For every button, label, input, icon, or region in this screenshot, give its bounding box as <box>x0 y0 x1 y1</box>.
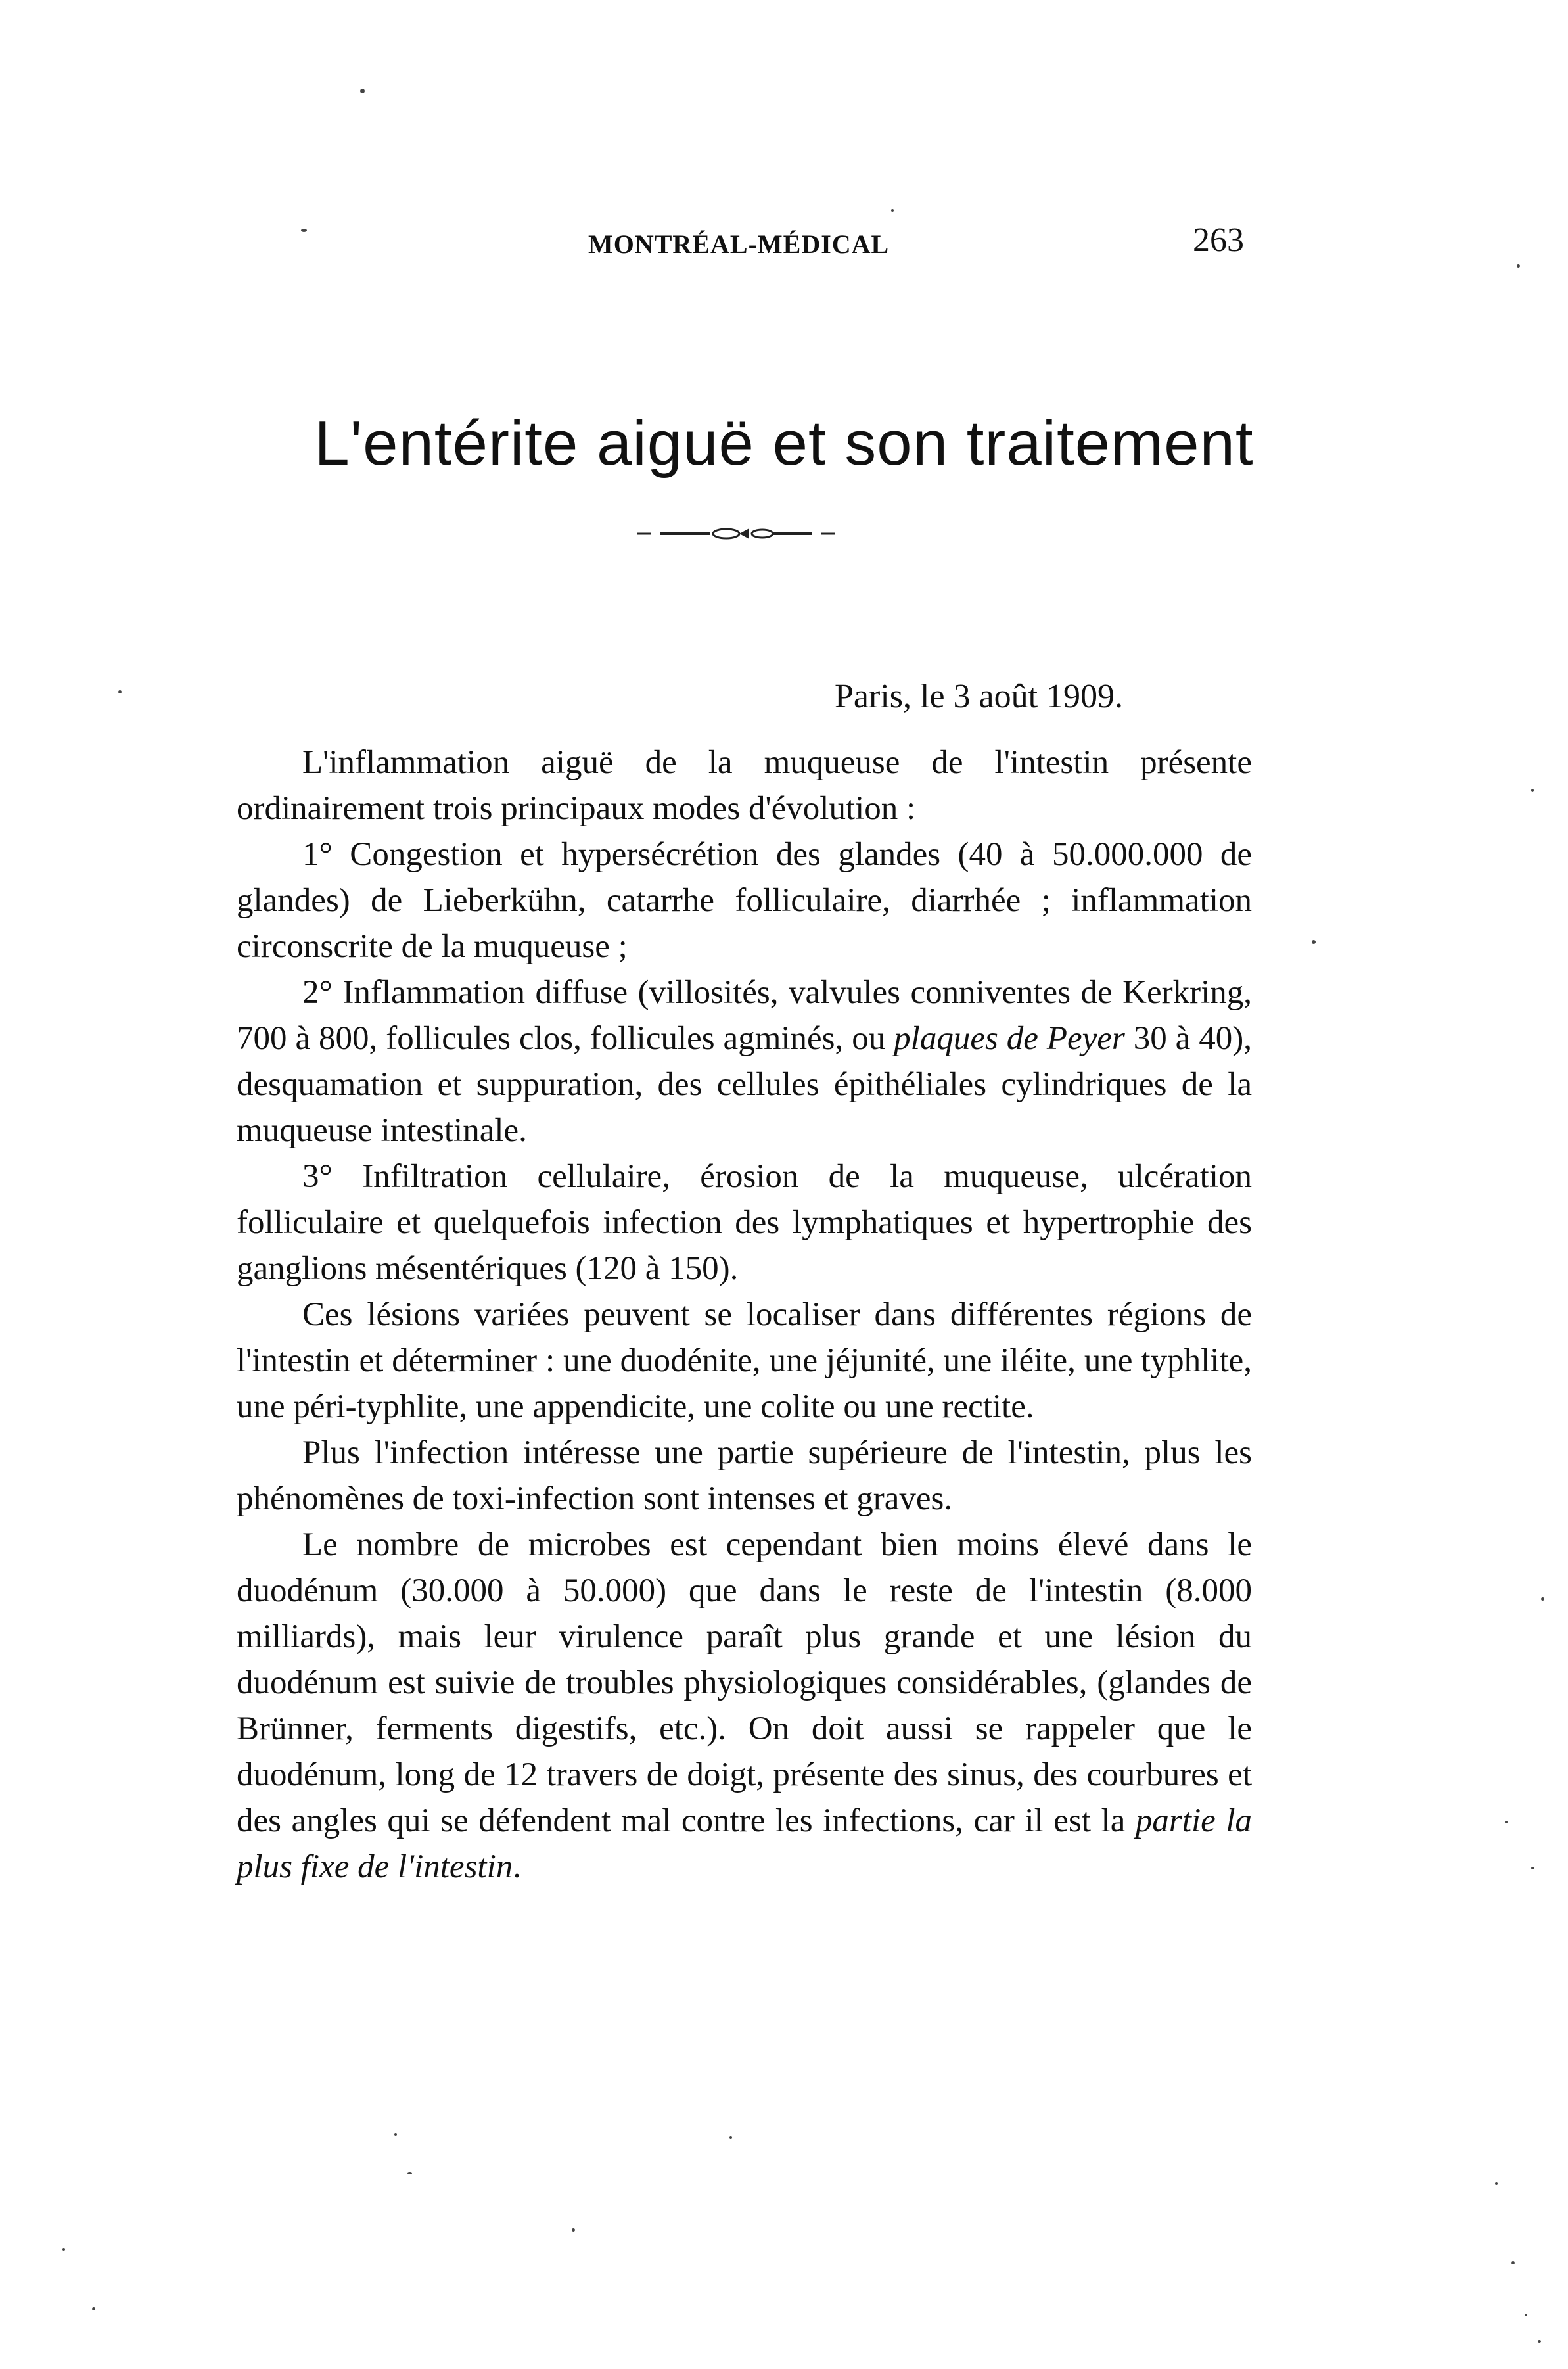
paragraph-text: . <box>513 1848 522 1885</box>
speck <box>1541 1597 1544 1601</box>
page-number: 263 <box>1193 222 1244 259</box>
article-title: L'entérite aiguë et son traitement <box>314 408 1254 479</box>
dateline: Paris, le 3 août 1909. <box>835 678 1124 715</box>
speck <box>1531 789 1534 792</box>
ornament-divider <box>637 526 835 542</box>
speck <box>1538 2340 1541 2343</box>
speck <box>1517 264 1520 268</box>
article-body <box>237 739 1252 1890</box>
paragraph-lesions: Ces lésions variées peuvent se localiser dans différentes régions de l'intestin et déterminer : une duodénite, une jéjunité, une iléite, une typhlite, une péri-typhlite, une appendicite, une colite ou une rectite. <box>237 1296 1252 1425</box>
speck <box>394 2133 397 2136</box>
speck <box>891 209 894 212</box>
speck <box>62 2248 65 2251</box>
speck <box>1531 1867 1534 1869</box>
speck <box>1505 1821 1508 1823</box>
speck <box>1495 2182 1498 2185</box>
speck <box>407 2172 412 2174</box>
speck <box>572 2228 575 2232</box>
italic-term: partie la plus fixe de l'intestin <box>237 1802 1252 1885</box>
running-head: MONTRÉAL-MÉDICAL <box>588 229 890 259</box>
speck <box>1525 2314 1527 2316</box>
speck <box>92 2307 95 2310</box>
paragraph-text: 30 à 40), desquamation et suppuration, des cellules épithéliales cylindriques de la muqueuse intestinale. <box>237 1020 1253 1149</box>
paragraph-item-2 <box>237 970 1252 1154</box>
italic-term: plaques de Peyer <box>894 1020 1125 1057</box>
paragraph-microbes <box>237 1522 1252 1890</box>
paragraph-infection: Plus l'infection intéresse une partie supérieure de l'intestin, plus les phénomènes de toxi-infection sont intenses et graves. <box>237 1434 1252 1517</box>
paragraph-text: Le nombre de microbes est cependant bien moins élevé dans le duodénum (30.000 à 50.000) que dans le reste de l'intestin (8.000 milliards), mais leur virulence paraît plus grande et une lésion du duodénum est suivie de troubles physiologiques considérables, (glandes de Brünner, ferments digestifs, etc.). On doit aussi se rappeler que le duodénum, long de 12 travers de doigt, présente des sinus, des courbures et des angles qui se défendent mal contre les infections, car il est la <box>237 1526 1252 1839</box>
paragraph-item-1: 1° Congestion et hypersécrétion des glandes (40 à 50.000.000 de glandes) de Lieberkühn, catarrhe folliculaire, diarrhée ; inflammation circonscrite de la muqueuse ; <box>237 836 1252 965</box>
speck <box>729 2136 732 2139</box>
paragraph-text: 2° Inflammation diffuse (villosités, valvules conniventes de Kerkring, 700 à 800, follicules clos, follicules agminés, ou <box>237 974 1252 1057</box>
speck <box>1511 2261 1515 2264</box>
speck <box>1312 940 1316 944</box>
paragraph-intro: L'inflammation aiguë de la muqueuse de l'intestin présente ordinairement trois principaux modes d'évolution : <box>237 744 1252 827</box>
speck <box>118 690 122 693</box>
speck <box>360 89 365 93</box>
speck <box>301 229 307 232</box>
paragraph-item-3: 3° Infiltration cellulaire, érosion de la muqueuse, ulcération folliculaire et quelquefois infection des lymphatiques et hypertrophie des ganglions mésentériques (120 à 150). <box>237 1158 1252 1287</box>
